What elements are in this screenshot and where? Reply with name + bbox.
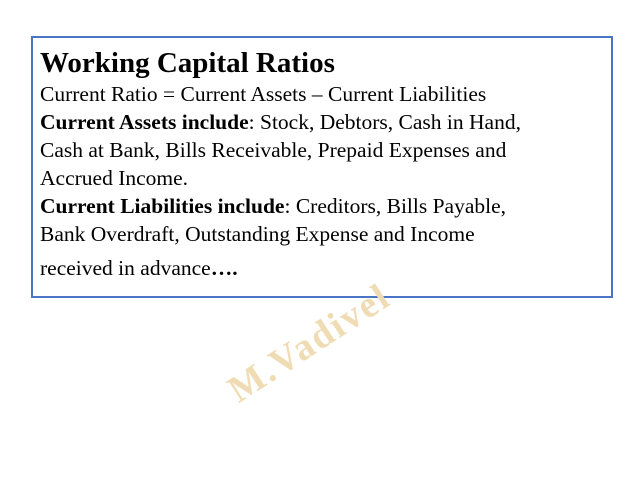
current-liabilities-line-3 bbox=[40, 254, 604, 282]
ellipsis: …. bbox=[210, 256, 238, 280]
current-assets-line-2: Cash at Bank, Bills Receivable, Prepaid Expenses and bbox=[40, 138, 507, 162]
current-liabilities-text-1: : Creditors, Bills Payable, bbox=[284, 194, 507, 218]
current-liabilities-label: Current Liabilities include bbox=[40, 194, 285, 218]
current-assets-line-3: Accrued Income. bbox=[40, 166, 189, 190]
current-liabilities-line-1 bbox=[40, 192, 604, 220]
current-ratio-formula: Current Ratio = Current Assets – Current Liabilities bbox=[40, 82, 487, 106]
slide-title: Working Capital Ratios bbox=[40, 47, 335, 79]
current-liabilities-text-3: received in advance bbox=[40, 256, 211, 280]
current-liabilities-line-2: Bank Overdraft, Outstanding Expense and Income bbox=[40, 222, 475, 246]
current-assets-label: Current Assets include bbox=[40, 110, 249, 134]
watermark: M.Vadivel bbox=[220, 275, 399, 412]
current-assets-line-1 bbox=[40, 108, 604, 136]
current-assets-text-1: : Stock, Debtors, Cash in Hand, bbox=[248, 110, 521, 134]
content-box bbox=[31, 36, 613, 298]
